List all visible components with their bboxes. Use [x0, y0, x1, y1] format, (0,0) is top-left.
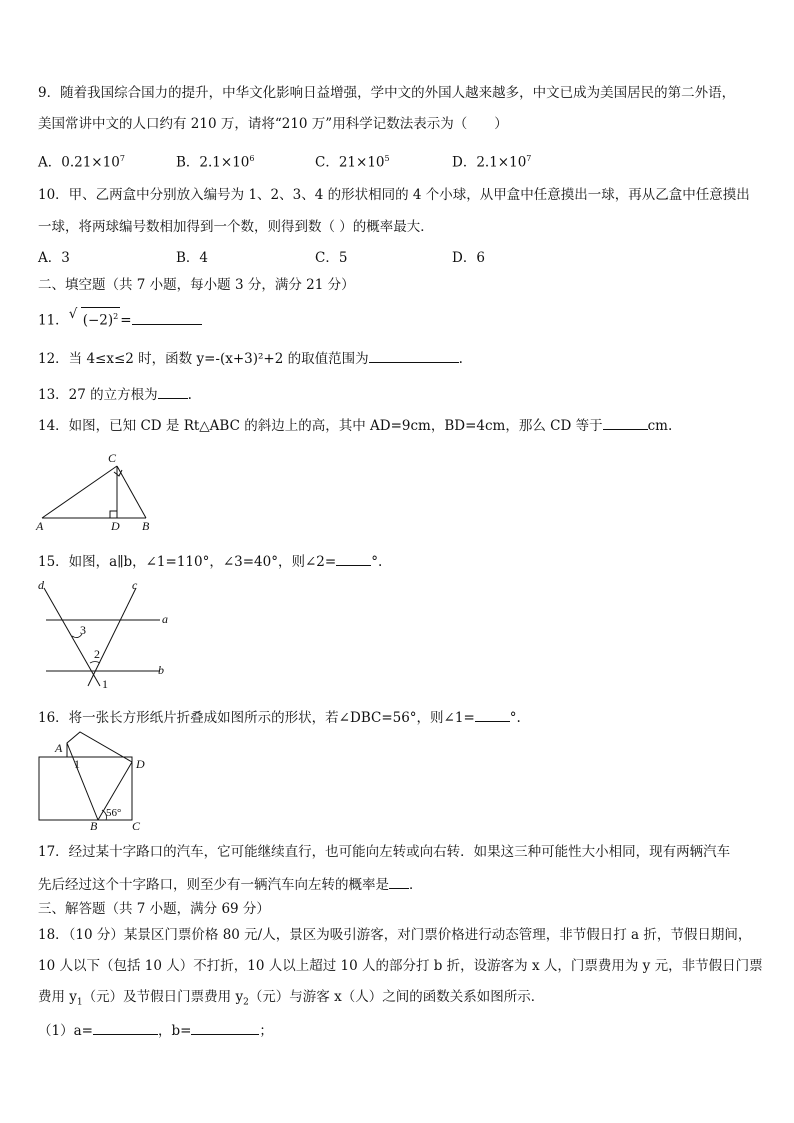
q10-option-d: D．6: [452, 250, 485, 266]
q14-answer-blank[interactable]: [603, 415, 648, 430]
sqrt-expression: √ $(-2)^2$: [68, 306, 119, 329]
angle-1-label: 1: [102, 677, 108, 691]
label-line-a: a: [162, 612, 168, 626]
label-line-b: b: [158, 663, 164, 677]
q18-line3: 费用 $y_1$（元）及节假日门票费用 $y_2$（元）与游客 x（人）之间的函数关系如图所示．: [38, 989, 545, 1008]
q9-options: [38, 150, 758, 171]
q13-answer-blank[interactable]: [158, 384, 188, 399]
q12-answer-blank[interactable]: [369, 348, 459, 363]
q10-option-b: B．4: [176, 250, 209, 266]
label-c: C: [108, 451, 117, 465]
angle-2-label: 2: [94, 647, 100, 661]
q17-line2: 先后经过这个十字路口，则至少有一辆汽车向左转的概率是 ．: [38, 874, 423, 894]
label-line-d: d: [38, 578, 44, 592]
label-d: D: [136, 757, 145, 771]
q12: 12．当 4≤x≤2 时，函数 y=-(x+3)²+2 的取值范围为 .: [38, 348, 463, 368]
q16: 16．将一张长方形纸片折叠成如图所示的形状，若∠DBC=56°，则∠1= °.: [38, 707, 521, 727]
label-line-c: c: [132, 578, 138, 592]
q16-folded-rectangle-figure: [36, 730, 154, 834]
angle-56-label: 56°: [106, 807, 122, 819]
q18-line1: 18．（10 分）某景区门票价格 80 元/人，景区为吸引游客，对门票价格进行动态管理，非节假日打 a 折，节假日期间，: [38, 927, 752, 943]
q14-triangle-figure: [34, 448, 164, 534]
q9-line2: 美国常讲中文的人口约有 210 万，请将“210 万”用科学记数法表示为（ ）: [38, 116, 508, 132]
q9-option-d: D．$2.1\times 10^7$: [452, 154, 532, 171]
q15-parallel-lines-figure: [32, 576, 182, 692]
q9-option-c: C．$21\times 10^5$: [315, 154, 390, 171]
label-b: B: [90, 819, 98, 833]
q18-part1: （1）a= ，b= ；: [38, 1020, 273, 1040]
angle-3-label: 3: [80, 623, 86, 637]
section-3-heading: 三、解答题（共 7 小题，满分 69 分）: [38, 901, 270, 917]
q15-answer-blank[interactable]: [336, 551, 371, 566]
section-2-heading: 二、填空题（共 7 小题，每小题 3 分，满分 21 分）: [38, 277, 355, 293]
label-a: A: [55, 741, 63, 755]
label-d: D: [111, 519, 120, 533]
q16-answer-blank[interactable]: [475, 707, 510, 722]
q10-options: [38, 249, 758, 267]
q13: 13．27 的立方根为 .: [38, 384, 192, 404]
q9-line1: 9．随着我国综合国力的提升，中华文化影响日益增强，学中文的外国人越来越多，中文已成为美国居民的第二外语，: [38, 85, 736, 101]
q10-option-a: A．3: [38, 250, 70, 266]
q18-b-blank[interactable]: [191, 1020, 259, 1035]
q17-line1: 17．经过某十字路口的汽车，它可能继续直行，也可能向左转或向右转．如果这三种可能性大小相同，现有两辆汽车: [38, 844, 731, 860]
q9-option-b: B．$2.1\times 10^6$: [176, 154, 255, 171]
label-c: C: [132, 819, 141, 833]
q11: 11． √ $(-2)^2$ =: [38, 307, 202, 330]
q9-option-a: A．$0.21\times 10^7$: [38, 154, 125, 171]
angle-1-label: 1: [74, 757, 80, 771]
q10-line1: 10．甲、乙两盒中分别放入编号为 1、2、3、4 的形状相同的 4 个小球，从甲盒中任意摸出一球，再从乙盒中任意摸出: [38, 187, 750, 203]
q11-answer-blank[interactable]: [132, 310, 202, 325]
label-b: B: [142, 519, 150, 533]
q10-line2: 一球，将两球编号数相加得到一个数，则得到数（ ）的概率最大．: [38, 219, 434, 235]
label-a: A: [36, 519, 44, 533]
q17-answer-blank[interactable]: [389, 874, 409, 889]
q18-line2: 10 人以下（包括 10 人）不打折，10 人以上超过 10 人的部分打 b 折，设游客为 x 人，门票费用为 y 元，非节假日门票: [38, 958, 763, 974]
q14: 14．如图，已知 CD 是 Rt△ABC 的斜边上的高，其中 AD=9cm，BD=4cm，那么 CD 等于 cm.: [38, 415, 672, 435]
q18-a-blank[interactable]: [93, 1020, 158, 1035]
q15: 15．如图，a∥b，∠1=110°，∠3=40°，则∠2= °.: [38, 551, 382, 571]
q10-option-c: C．5: [315, 250, 348, 266]
